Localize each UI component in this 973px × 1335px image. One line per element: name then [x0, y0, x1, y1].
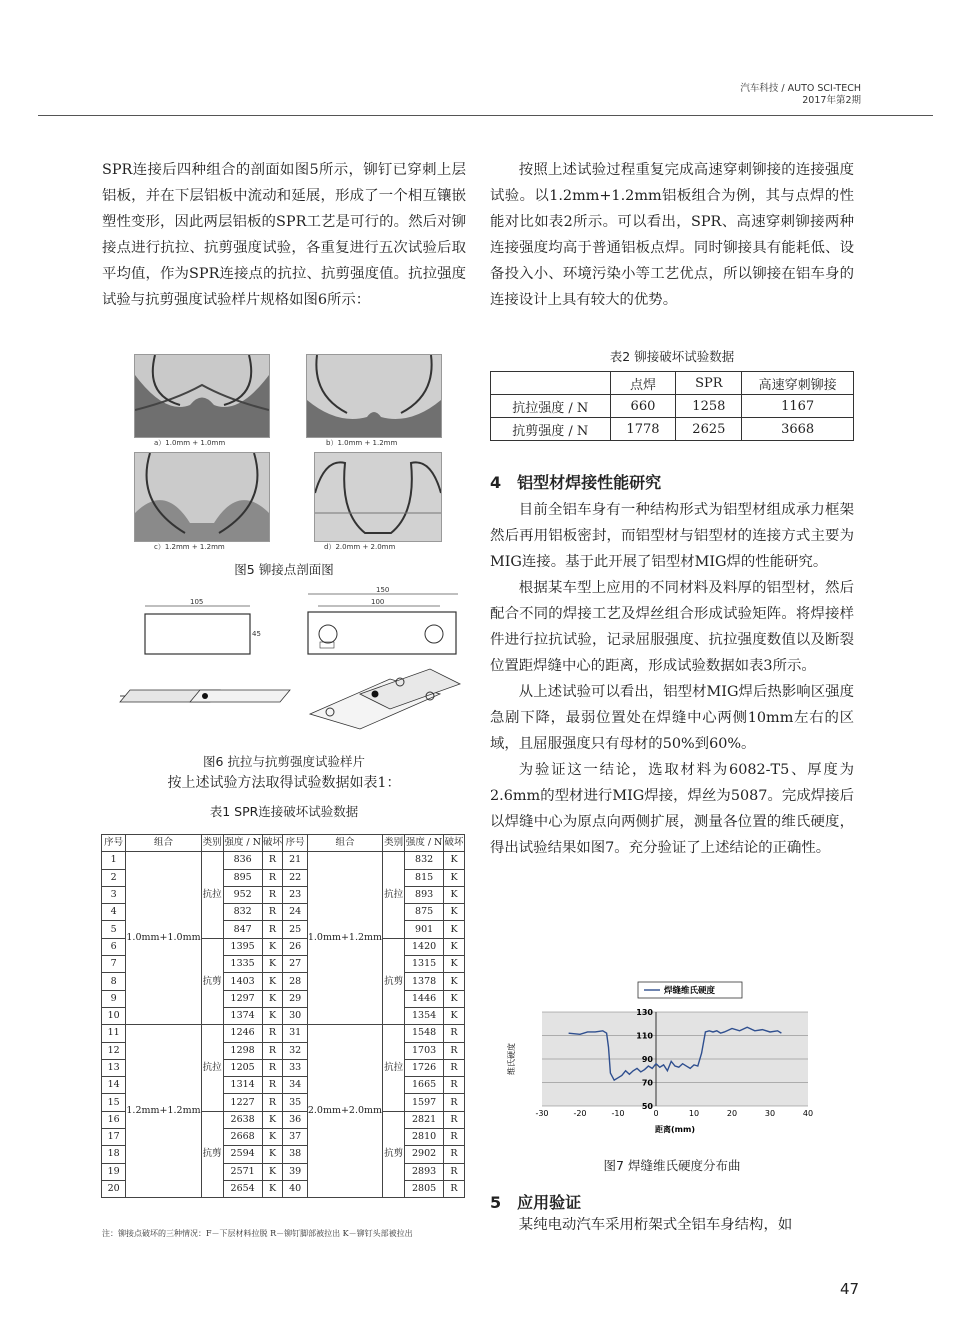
strength-cell: 2810 — [405, 1129, 444, 1146]
failure-cell: K — [262, 1163, 283, 1180]
x-axis-label: 距离(mm) — [655, 1125, 695, 1134]
fig5-label-c: c）1.2mm + 1.2mm — [154, 543, 225, 551]
row-number: 34 — [283, 1077, 307, 1094]
strength-cell: 2893 — [405, 1163, 444, 1180]
row-number: 22 — [283, 869, 307, 886]
x-tick-label: 30 — [764, 1109, 776, 1118]
cell: 1167 — [742, 395, 854, 418]
strength-cell: 1378 — [405, 973, 444, 990]
y-tick-label: 110 — [636, 1031, 653, 1041]
row-number: 31 — [283, 1025, 307, 1042]
paragraph-text: 目前全铝车身有一种结构形式为铝型材组成承力框架然后再用铝板密封，而铝型材与铝型材的连接方式主要为MIG连接。基于此开展了铝型材MIG焊的性能研究。 — [490, 502, 854, 570]
row-number: 8 — [102, 973, 126, 990]
x-tick-label: 0 — [653, 1109, 659, 1118]
strength-cell: 836 — [223, 852, 262, 869]
table-1 — [101, 834, 465, 1198]
failure-cell: K — [262, 1111, 283, 1128]
header-rule — [38, 115, 933, 116]
row-number: 38 — [283, 1146, 307, 1163]
row-number: 32 — [283, 1042, 307, 1059]
micrograph-b — [306, 354, 442, 438]
fig5-label-d: d）2.0mm + 2.0mm — [324, 543, 396, 551]
row-number: 40 — [283, 1180, 307, 1197]
row-number: 30 — [283, 1007, 307, 1024]
row-number: 27 — [283, 956, 307, 973]
failure-cell: R — [444, 1077, 465, 1094]
row-number: 10 — [102, 1007, 126, 1024]
strength-cell: 1420 — [405, 938, 444, 955]
row-number: 7 — [102, 956, 126, 973]
figure-6 — [100, 584, 472, 734]
failure-cell: R — [444, 1094, 465, 1111]
row-number: 24 — [283, 904, 307, 921]
strength-cell: 1665 — [405, 1077, 444, 1094]
type-cell: 抗拉 — [383, 852, 405, 938]
row-number: 20 — [102, 1180, 126, 1197]
paragraph-text: 某纯电动汽车采用桁架式全铝车身结构，如 — [518, 1217, 793, 1233]
strength-cell: 2654 — [223, 1180, 262, 1197]
strength-cell: 2594 — [223, 1146, 262, 1163]
row-number: 19 — [102, 1163, 126, 1180]
failure-cell: R — [444, 1059, 465, 1076]
cell: 1778 — [610, 418, 676, 441]
failure-cell: K — [262, 1129, 283, 1146]
failure-cell: K — [444, 869, 465, 886]
failure-cell: K — [444, 921, 465, 938]
failure-cell: K — [444, 904, 465, 921]
fig6-caption: 图6 抗拉与抗剪强度试验样片 — [203, 754, 365, 769]
strength-cell: 1374 — [223, 1007, 262, 1024]
row-number: 9 — [102, 990, 126, 1007]
failure-cell: R — [262, 1042, 283, 1059]
dim-w3: 100 — [371, 598, 385, 606]
failure-cell: K — [444, 973, 465, 990]
failure-cell: R — [262, 1094, 283, 1111]
failure-cell: R — [262, 921, 283, 938]
row-number: 5 — [102, 921, 126, 938]
failure-cell: R — [262, 1059, 283, 1076]
section-5-title: 5 应用验证 — [490, 1193, 582, 1212]
failure-cell: K — [262, 1007, 283, 1024]
row-number: 17 — [102, 1129, 126, 1146]
strength-cell: 952 — [223, 886, 262, 903]
y-tick-label: 90 — [641, 1055, 653, 1064]
row-number: 12 — [102, 1042, 126, 1059]
strength-cell: 1403 — [223, 973, 262, 990]
page-number: 47 — [840, 1280, 860, 1298]
table2-caption: 表2 铆接破坏试验数据 — [609, 349, 735, 364]
section-4-title: 4 铝型材焊接性能研究 — [490, 473, 662, 492]
row-number: 21 — [283, 852, 307, 869]
row-number: 15 — [102, 1094, 126, 1111]
strength-cell: 893 — [405, 886, 444, 903]
strength-cell: 1354 — [405, 1007, 444, 1024]
table2-header-row — [491, 372, 854, 395]
paragraph-text: 从上述试验可以看出，铝型材MIG焊后热影响区强度急剧下降，最弱位置处在焊缝中心两侧10mm左右的区域，且屈服强度只有母材的50%到60%。 — [490, 684, 854, 752]
right-paragraph-1 — [490, 157, 854, 313]
strength-cell: 1205 — [223, 1059, 262, 1076]
micrograph-c — [134, 452, 270, 542]
row-number: 23 — [283, 886, 307, 903]
strength-cell: 2902 — [405, 1146, 444, 1163]
type-cell: 抗剪 — [201, 1111, 223, 1197]
strength-cell: 832 — [405, 852, 444, 869]
paragraph-text: 为验证这一结论，选取材料为6082-T5、厚度为2.6mm的型材进行MIG焊接，焊丝为5087。完成焊接后以焊缝中心为原点向两侧扩展，测量各位置的维氏硬度，得出试验结果如图7。充分验证了上述结论的正确性。 — [490, 762, 854, 856]
failure-cell: R — [262, 1077, 283, 1094]
table1-caption: 表1 SPR连接破坏试验数据 — [209, 804, 359, 819]
specimen-drawing — [100, 584, 472, 734]
row-number: 26 — [283, 938, 307, 955]
failure-cell: R — [262, 1025, 283, 1042]
strength-cell: 1315 — [405, 956, 444, 973]
fig5-caption: 图5 铆接点剖面图 — [234, 562, 334, 577]
col-header: 类别 — [201, 835, 223, 852]
strength-cell: 1446 — [405, 990, 444, 1007]
table1-intro: 按上述试验方法取得试验数据如表1： — [167, 775, 401, 791]
failure-cell: K — [262, 973, 283, 990]
strength-cell: 1227 — [223, 1094, 262, 1111]
col-header: SPR — [676, 372, 742, 395]
row-number: 16 — [102, 1111, 126, 1128]
combo-cell: 2.0mm+2.0mm — [307, 1025, 382, 1198]
strength-cell: 832 — [223, 904, 262, 921]
failure-cell: K — [262, 1146, 283, 1163]
dim-w2: 150 — [376, 586, 390, 594]
strength-cell: 1548 — [405, 1025, 444, 1042]
table-row — [491, 418, 854, 441]
failure-cell: R — [262, 852, 283, 869]
strength-cell: 1395 — [223, 938, 262, 955]
type-cell: 抗拉 — [201, 1025, 223, 1111]
strength-cell: 2668 — [223, 1129, 262, 1146]
col-header: 类别 — [383, 835, 405, 852]
y-tick-label: 130 — [636, 1008, 653, 1017]
fig5-label-b: b）1.0mm + 1.2mm — [326, 439, 398, 447]
row-label: 抗拉强度 / N — [491, 395, 611, 418]
failure-cell: K — [444, 990, 465, 1007]
failure-cell: K — [262, 956, 283, 973]
type-cell: 抗剪 — [201, 938, 223, 1024]
row-number: 13 — [102, 1059, 126, 1076]
table1-note: 注：铆接点破坏的三种情况：F－下层材料拉脱 R－铆钉脚部被拉出 K－铆钉头部被拉出 — [102, 1229, 413, 1238]
figure-5 — [134, 354, 440, 560]
paragraph-text: 根据某车型上应用的不同材料及料厚的铝型材，然后配合不同的焊接工艺及焊丝组合形成试验矩阵。将焊接样件进行拉抗试验，记录屈服强度、抗拉强度数值以及断裂位置距焊缝中心的距离，形成试验数据如表3所示。 — [490, 580, 854, 674]
row-number: 6 — [102, 938, 126, 955]
row-number: 18 — [102, 1146, 126, 1163]
failure-cell: K — [444, 852, 465, 869]
strength-cell: 815 — [405, 869, 444, 886]
cell: 660 — [610, 395, 676, 418]
col-header: 高速穿刺铆接 — [742, 372, 854, 395]
fig7-caption: 图7 焊缝维氏硬度分布曲 — [603, 1158, 741, 1173]
combo-cell: 1.2mm+1.2mm — [126, 1025, 201, 1198]
failure-cell: K — [262, 938, 283, 955]
right-body-2 — [490, 497, 854, 861]
row-number: 11 — [102, 1025, 126, 1042]
strength-cell: 1246 — [223, 1025, 262, 1042]
strength-cell: 847 — [223, 921, 262, 938]
strength-cell: 1597 — [405, 1094, 444, 1111]
x-tick-label: -20 — [573, 1109, 587, 1118]
strength-cell: 2571 — [223, 1163, 262, 1180]
col-header: 序号 — [283, 835, 307, 852]
cell: 3668 — [742, 418, 854, 441]
failure-cell: R — [444, 1129, 465, 1146]
failure-cell: K — [444, 886, 465, 903]
failure-cell: K — [444, 1007, 465, 1024]
journal-issue: 2017年第2期 — [802, 95, 861, 106]
type-cell: 抗拉 — [201, 852, 223, 938]
row-number: 35 — [283, 1094, 307, 1111]
strength-cell: 2821 — [405, 1111, 444, 1128]
failure-cell: K — [262, 990, 283, 1007]
x-tick-label: -10 — [611, 1109, 625, 1118]
left-paragraph-1 — [102, 157, 466, 313]
col-header: 破坏 — [444, 835, 465, 852]
strength-cell: 1726 — [405, 1059, 444, 1076]
row-number: 3 — [102, 886, 126, 903]
type-cell: 抗拉 — [383, 1025, 405, 1111]
dim-w1: 105 — [190, 598, 204, 606]
strength-cell: 2638 — [223, 1111, 262, 1128]
strength-cell: 1297 — [223, 990, 262, 1007]
x-tick-label: 10 — [688, 1109, 700, 1118]
row-number: 1 — [102, 852, 126, 869]
failure-cell: R — [444, 1146, 465, 1163]
col-header: 组合 — [126, 835, 201, 852]
failure-cell: R — [444, 1025, 465, 1042]
row-label: 抗剪强度 / N — [491, 418, 611, 441]
figure-7-chart — [500, 978, 840, 1140]
cell: 2625 — [676, 418, 742, 441]
x-tick-label: -30 — [535, 1109, 549, 1118]
col-header: 强度 / N — [405, 835, 444, 852]
micrograph-a — [134, 354, 270, 438]
combo-cell: 1.0mm+1.2mm — [307, 852, 382, 1025]
failure-cell: K — [444, 956, 465, 973]
table-row — [102, 1025, 465, 1042]
row-number: 37 — [283, 1129, 307, 1146]
micrograph-d — [314, 452, 442, 542]
strength-cell: 1703 — [405, 1042, 444, 1059]
paragraph-text: 按照上述试验过程重复完成高速穿刺铆接的连接强度试验。以1.2mm+1.2mm铝板组合为例，其与点焊的性能对比如表2所示。可以看出，SPR、高速穿刺铆接两种连接强度均高于普通铝板点焊。同时铆接具有能耗低、设备投入小、环境污染小等工艺优点，所以铆接在铝车身的连接设计上具有较大的优势。 — [490, 162, 854, 308]
table1-header-row — [102, 835, 465, 852]
row-number: 4 — [102, 904, 126, 921]
right-body-3 — [490, 1212, 854, 1238]
paragraph-text: SPR连接后四种组合的剖面如图5所示，铆钉已穿刺上层铝板，并在下层铝板中流动和延展，形成了一个相互镶嵌塑性变形，因此两层铝板的SPR工艺是可行的。然后对铆接点进行抗拉、抗剪强度试验，各重复进行五次试验后取平均值，作为SPR连接点的抗拉、抗剪强度值。抗拉强度试验与抗剪强度试验样片规格如图6所示： — [102, 162, 466, 308]
failure-cell: R — [262, 869, 283, 886]
journal-header — [740, 83, 861, 107]
type-cell: 抗剪 — [383, 1111, 405, 1197]
strength-cell: 2805 — [405, 1180, 444, 1197]
col-header: 点焊 — [610, 372, 676, 395]
row-number: 25 — [283, 921, 307, 938]
combo-cell: 1.0mm+1.0mm — [126, 852, 201, 1025]
x-tick-label: 40 — [802, 1109, 814, 1118]
row-number: 14 — [102, 1077, 126, 1094]
table-row — [491, 395, 854, 418]
row-number: 2 — [102, 869, 126, 886]
failure-cell: R — [444, 1163, 465, 1180]
strength-cell: 895 — [223, 869, 262, 886]
failure-cell: R — [262, 904, 283, 921]
legend-label: 焊缝维氏硬度 — [664, 986, 716, 996]
failure-cell: R — [444, 1042, 465, 1059]
journal-name: 汽车科技 / AUTO SCI-TECH — [740, 83, 861, 94]
strength-cell: 875 — [405, 904, 444, 921]
table-row — [102, 852, 465, 869]
col-header — [491, 372, 611, 395]
fig5-label-a: a）1.0mm + 1.0mm — [154, 439, 226, 447]
strength-cell: 1314 — [223, 1077, 262, 1094]
row-number: 39 — [283, 1163, 307, 1180]
failure-cell: K — [444, 938, 465, 955]
table-2 — [490, 371, 854, 441]
col-header: 序号 — [102, 835, 126, 852]
strength-cell: 1298 — [223, 1042, 262, 1059]
col-header: 强度 / N — [223, 835, 262, 852]
failure-cell: R — [444, 1111, 465, 1128]
strength-cell: 901 — [405, 921, 444, 938]
y-tick-label: 50 — [641, 1102, 653, 1111]
x-tick-label: 20 — [726, 1109, 738, 1118]
col-header: 组合 — [307, 835, 382, 852]
row-number: 28 — [283, 973, 307, 990]
strength-cell: 1335 — [223, 956, 262, 973]
failure-cell: R — [262, 886, 283, 903]
row-number: 33 — [283, 1059, 307, 1076]
row-number: 29 — [283, 990, 307, 1007]
type-cell: 抗剪 — [383, 938, 405, 1024]
dim-h: 45 — [252, 630, 261, 638]
y-axis-label: 维氏硬度 — [507, 1043, 516, 1075]
col-header: 破坏 — [262, 835, 283, 852]
cell: 1258 — [676, 395, 742, 418]
failure-cell: K — [262, 1180, 283, 1197]
row-number: 36 — [283, 1111, 307, 1128]
failure-cell: R — [444, 1180, 465, 1197]
y-tick-label: 70 — [641, 1078, 653, 1088]
